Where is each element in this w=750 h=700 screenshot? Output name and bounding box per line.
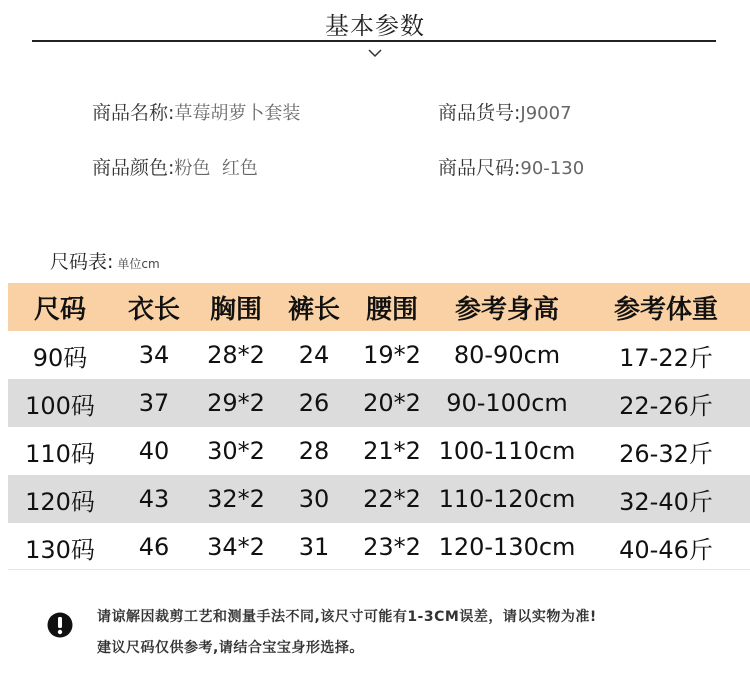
cell-length: 37: [138, 389, 170, 417]
product-sku: [438, 98, 572, 125]
cell-size: 130码: [25, 535, 95, 564]
product-color-value: 粉色 红色: [174, 158, 258, 179]
cell-chest: 29*2: [207, 389, 265, 417]
notice-text-line1: 请谅解因裁剪工艺和测量手法不同,该尺寸可能有1-3CM误差，请以实物为准!: [97, 609, 597, 625]
cell-waist: 20*2: [363, 389, 421, 417]
cell-pants-length: 28: [298, 437, 330, 465]
cell-height: 120-130cm: [438, 533, 576, 561]
product-color-label: 商品颜色:: [92, 157, 175, 179]
cell-height: 80-90cm: [453, 341, 561, 369]
cell-weight: 17-22斤: [619, 343, 713, 372]
cell-size: 90码: [32, 343, 88, 372]
cell-height: 90-100cm: [446, 389, 568, 417]
product-name: [92, 98, 300, 125]
cell-waist: 19*2: [363, 341, 421, 369]
cell-length: 43: [138, 485, 170, 513]
header-chest: 胸围: [209, 294, 262, 325]
cell-waist: 21*2: [363, 437, 421, 465]
size-table: [8, 283, 750, 571]
cell-chest: 34*2: [207, 533, 265, 561]
cell-height: 110-120cm: [438, 485, 576, 513]
table-row: [8, 331, 750, 379]
notice-text-line2: 建议尺码仅供参考,请结合宝宝身形选择。: [97, 640, 364, 656]
product-sku-label: 商品货号:: [438, 102, 521, 124]
cell-pants-length: 24: [298, 341, 330, 369]
cell-pants-length: 30: [298, 485, 330, 513]
table-row: [8, 475, 750, 523]
cell-waist: 22*2: [363, 485, 421, 513]
cell-pants-length: 31: [298, 533, 330, 561]
product-sku-value: J9007: [520, 103, 572, 124]
size-table-caption: [50, 247, 160, 274]
title-divider: [32, 40, 716, 42]
header-waist: 腰围: [365, 294, 418, 325]
product-name-value: 草莓胡萝卜套装: [174, 103, 301, 124]
table-bottom-divider: [8, 569, 750, 570]
header-weight: 参考体重: [613, 294, 718, 325]
cell-length: 40: [138, 437, 170, 465]
cell-weight: 40-46斤: [619, 535, 713, 564]
table-row: [8, 427, 750, 475]
size-table-header: [8, 283, 750, 331]
size-table-unit: 单位cm: [117, 257, 160, 271]
product-color: [92, 153, 258, 180]
table-row: [8, 379, 750, 427]
header-length: 衣长: [127, 294, 180, 325]
cell-height: 100-110cm: [438, 437, 576, 465]
chevron-down-icon: [368, 48, 382, 58]
size-table-title: 尺码表:: [50, 251, 114, 273]
header-size: 尺码: [33, 294, 86, 325]
cell-pants-length: 26: [298, 389, 330, 417]
cell-weight: 26-32斤: [619, 439, 713, 468]
exclamation-icon: [47, 612, 73, 638]
table-row: [8, 523, 750, 571]
product-size-value: 90-130: [520, 158, 585, 179]
cell-chest: 32*2: [207, 485, 265, 513]
cell-length: 46: [138, 533, 170, 561]
header-height: 参考身高: [454, 294, 559, 325]
cell-chest: 28*2: [207, 341, 265, 369]
cell-weight: 22-26斤: [619, 391, 713, 420]
cell-waist: 23*2: [363, 533, 421, 561]
header-pants-length: 裤长: [287, 294, 340, 325]
product-size: [438, 153, 584, 180]
product-size-label: 商品尺码:: [438, 157, 521, 179]
product-name-label: 商品名称:: [92, 102, 175, 124]
cell-size: 120码: [25, 487, 95, 516]
cell-weight: 32-40斤: [619, 487, 713, 516]
cell-length: 34: [138, 341, 170, 369]
cell-size: 110码: [25, 439, 95, 468]
section-title: 基本参数: [325, 12, 425, 40]
cell-chest: 30*2: [207, 437, 265, 465]
cell-size: 100码: [25, 391, 95, 420]
